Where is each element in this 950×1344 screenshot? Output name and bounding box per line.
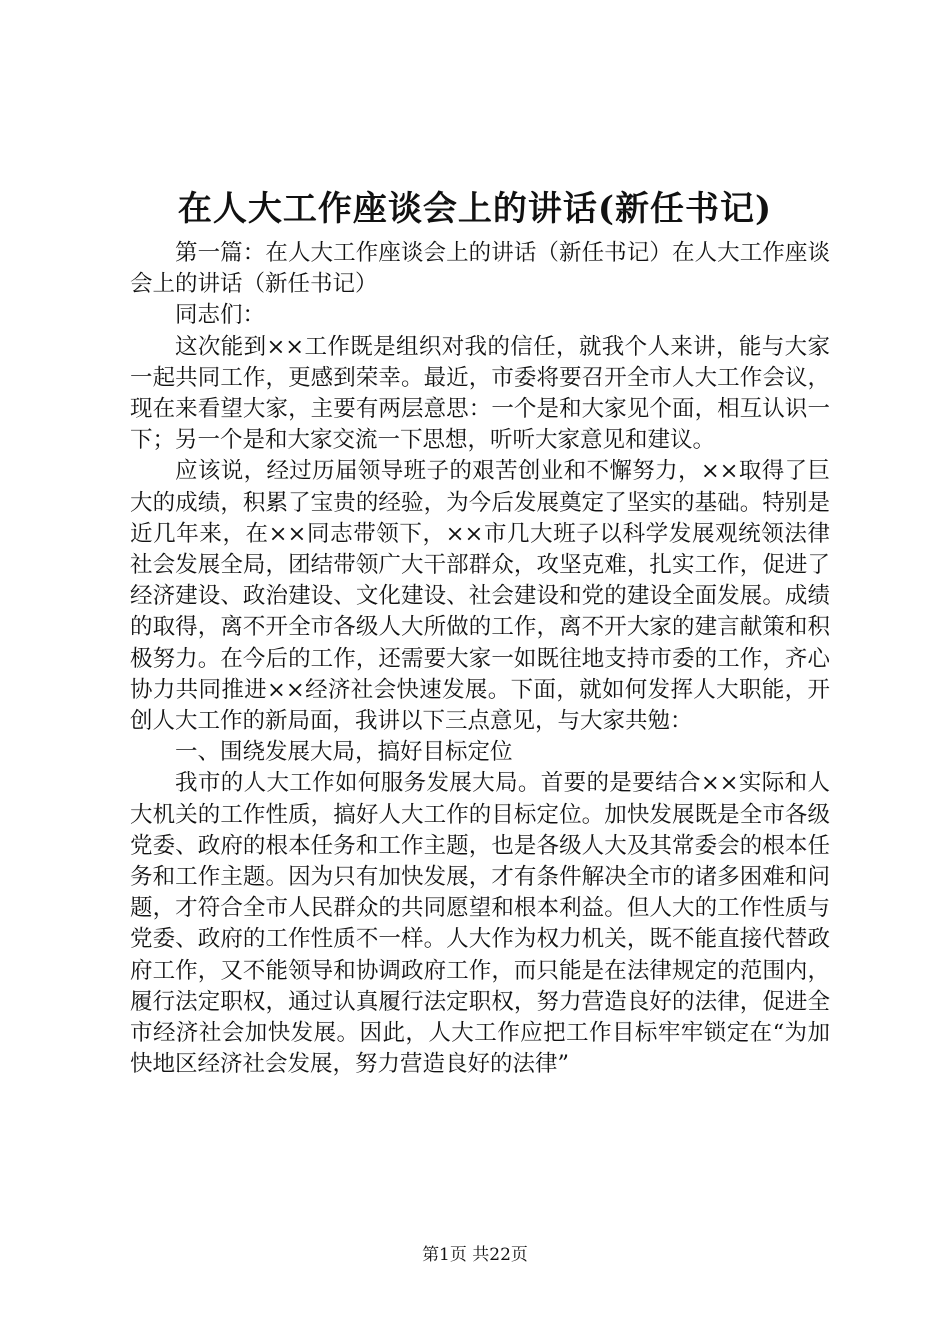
document-title: 在人大工作座谈会上的讲话(新任书记) xyxy=(177,189,773,229)
paragraph-opening: 这次能到××工作既是组织对我的信任，就我个人来讲，能与大家一起共同工作，更感到荣幸。最近，市委将要召开全市人大工作会议，现在来看望大家，主要有两层意思：一个是和大家见个面，相互认识一下；另一个是和大家交流一下思想，听听大家意见和建议。 xyxy=(130,333,830,454)
paragraph-section-1: 我市的人大工作如何服务发展大局。首要的是要结合××实际和人大机关的工作性质，搞好人大工作的目标定位。加快发展既是全市各级党委、政府的根本任务和工作主题，也是各级人大及其常委会的根本任务和工作主题。因为只有加快发展，才有条件解决全市的诸多困难和问题，才符合全市人民群众的共同愿望和根本利益。但人大的工作性质与党委、政府的工作性质不一样。人大作为权力机关，既不能直接代替政府工作，又不能领导和协调政府工作，而只能是在法律规定的范围内，履行法定职权，通过认真履行法定职权，努力营造良好的法律，促进全市经济社会加快发展。因此，人大工作应把工作目标牢牢锁定在“为加快地区经济社会发展，努力营造良好的法律” xyxy=(130,770,830,1078)
paragraph-achievements: 应该说，经过历届领导班子的艰苦创业和不懈努力，××取得了巨大的成绩，积累了宝贵的经验，为今后发展奠定了坚实的基础。特别是近几年来，在××同志带领下，××市几大班子以科学发展观统领法律社会发展全局，团结带领广大干部群众，攻坚克难，扎实工作，促进了经济建设、政治建设、文化建设、社会建设和党的建设全面发展。成绩的取得，离不开全市各级人大所做的工作，离不开大家的建言献策和积极努力。在今后的工作，还需要大家一如既往地支持市委的工作，齐心协力共同推进××经济社会快速发展。下面，就如何发挥人大职能，开创人大工作的新局面，我讲以下三点意见，与大家共勉： xyxy=(130,458,830,735)
page-number-footer: 第1页 共22页 xyxy=(422,1245,528,1265)
paragraph-salutation: 同志们： xyxy=(175,302,266,329)
document-body xyxy=(130,238,830,1080)
paragraph-intro: 第一篇：在人大工作座谈会上的讲话（新任书记）在人大工作座谈会上的讲话（新任书记） xyxy=(130,240,830,298)
section-heading-1: 一、围绕发展大局，搞好目标定位 xyxy=(175,739,513,766)
